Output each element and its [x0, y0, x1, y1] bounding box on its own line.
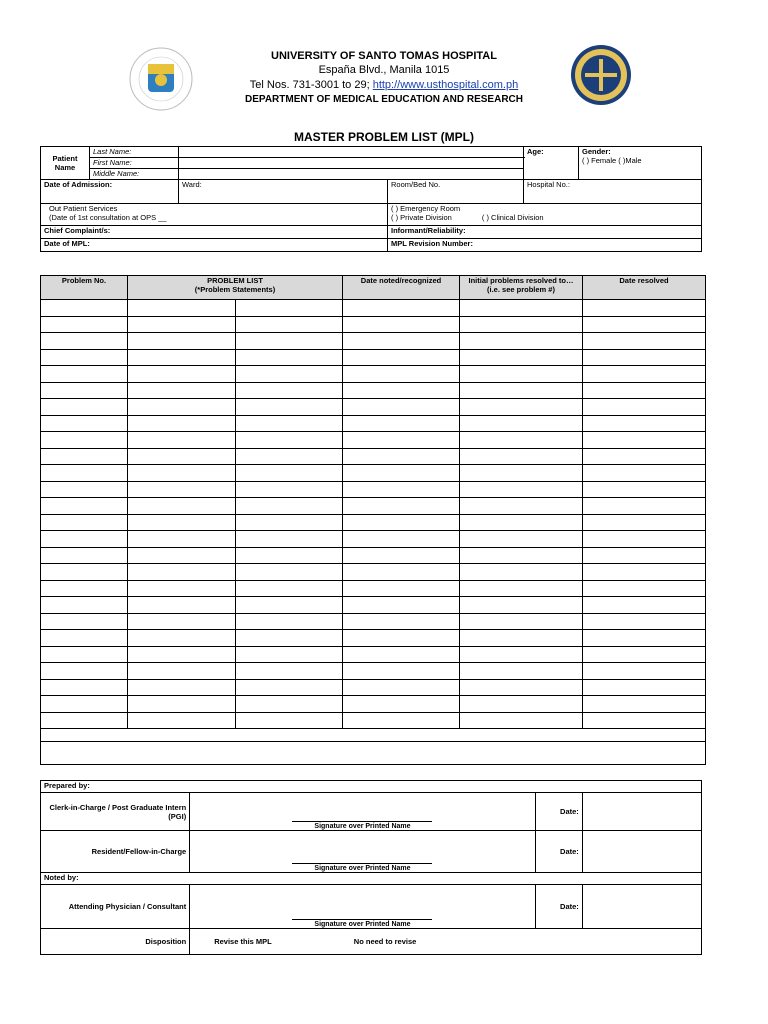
problem-cell[interactable] [235, 547, 343, 564]
problem-cell[interactable] [460, 580, 583, 597]
department-name: DEPARTMENT OF MEDICAL EDUCATION AND RESEARCH [245, 94, 523, 105]
problem-cell[interactable] [460, 564, 583, 581]
ward-label: Ward: [179, 180, 388, 204]
problem-cell[interactable] [583, 646, 706, 663]
problem-cell[interactable] [460, 630, 583, 647]
clerk-signature-field[interactable] [190, 793, 536, 831]
problem-cell[interactable] [128, 580, 236, 597]
noted-by-label: Noted by: [41, 873, 702, 885]
problem-cell[interactable] [128, 531, 236, 548]
problem-cell[interactable] [583, 498, 706, 515]
problem-cell[interactable] [41, 382, 128, 399]
problem-cell[interactable] [583, 465, 706, 482]
problem-cell[interactable] [235, 597, 343, 614]
problem-row[interactable] [41, 712, 706, 729]
problem-cell[interactable] [460, 481, 583, 498]
resident-label: Resident/Fellow-in-Charge [41, 831, 190, 873]
problem-cell[interactable] [343, 514, 460, 531]
problem-cell[interactable] [583, 514, 706, 531]
problem-cell[interactable] [343, 498, 460, 515]
address: España Blvd., Manila 1015 [318, 64, 450, 76]
problem-cell[interactable] [460, 432, 583, 449]
problem-row[interactable] [41, 366, 706, 383]
problem-cell[interactable] [343, 349, 460, 366]
problem-no-header: Problem No. [41, 276, 128, 300]
problem-cell[interactable] [41, 448, 128, 465]
problem-cell[interactable] [41, 481, 128, 498]
problem-cell[interactable] [343, 531, 460, 548]
problem-cell[interactable] [343, 399, 460, 416]
problem-row[interactable] [41, 679, 706, 696]
problem-cell[interactable] [235, 465, 343, 482]
problem-row[interactable] [41, 399, 706, 416]
problem-cell[interactable] [235, 382, 343, 399]
problem-cell[interactable] [128, 547, 236, 564]
problem-cell[interactable] [235, 580, 343, 597]
problem-cell[interactable] [235, 613, 343, 630]
problem-cell[interactable] [343, 432, 460, 449]
problem-cell[interactable] [583, 547, 706, 564]
problem-cell[interactable] [343, 613, 460, 630]
problem-cell[interactable] [128, 514, 236, 531]
no-revise-option[interactable]: No need to revise [353, 937, 417, 946]
problem-cell[interactable] [343, 465, 460, 482]
problem-row[interactable] [41, 316, 706, 333]
problem-row[interactable] [41, 333, 706, 350]
problem-cell[interactable] [41, 349, 128, 366]
problem-cell[interactable] [583, 300, 706, 317]
problem-cell[interactable] [235, 531, 343, 548]
problem-cell[interactable] [41, 300, 128, 317]
problem-row[interactable] [41, 415, 706, 432]
institution-name: UNIVERSITY OF SANTO TOMAS HOSPITAL [271, 50, 497, 62]
first-name-label: First Name: [90, 158, 179, 169]
problem-cell[interactable] [460, 679, 583, 696]
date-consult-label[interactable]: (Date of 1st consultation at OPS __ [49, 213, 167, 222]
problem-cell[interactable] [235, 646, 343, 663]
problem-row[interactable] [41, 465, 706, 482]
disposition-label: Disposition [41, 929, 190, 955]
problem-cell[interactable] [343, 564, 460, 581]
date-resolved-header: Date resolved [583, 276, 706, 300]
problem-cell[interactable] [343, 415, 460, 432]
problem-cell[interactable] [41, 547, 128, 564]
problem-cell[interactable] [343, 481, 460, 498]
clerk-date-label: Date: [535, 793, 582, 831]
problem-cell[interactable] [583, 531, 706, 548]
problem-cell[interactable] [460, 333, 583, 350]
problem-cell[interactable] [460, 448, 583, 465]
problem-cell[interactable] [583, 399, 706, 416]
problem-row[interactable] [41, 646, 706, 663]
problem-list-header [128, 276, 343, 300]
revise-option[interactable]: Revise this MPL [214, 937, 272, 946]
problem-cell[interactable] [583, 366, 706, 383]
form-title: MASTER PROBLEM LIST (MPL) [294, 130, 474, 144]
last-name-field[interactable] [179, 147, 524, 158]
clerk-label: Clerk-in-Charge / Post Graduate Intern (PGI) [41, 793, 190, 831]
gender-cell [579, 147, 702, 180]
problem-list-table [40, 275, 706, 765]
division-cell [388, 204, 702, 226]
problem-cell[interactable] [460, 663, 583, 680]
gender-label: Gender: [582, 147, 611, 156]
problem-cell[interactable] [41, 696, 128, 713]
problem-row[interactable] [41, 300, 706, 317]
problem-cell[interactable] [128, 646, 236, 663]
problem-cell[interactable] [583, 382, 706, 399]
problem-cell[interactable] [128, 366, 236, 383]
problem-row[interactable] [41, 382, 706, 399]
problem-row-merged[interactable] [41, 729, 706, 742]
patient-info-table [40, 146, 702, 252]
mpl-revision-label: MPL Revision Number: [388, 239, 702, 252]
problem-cell[interactable] [343, 630, 460, 647]
problem-cell[interactable] [343, 580, 460, 597]
problem-cell[interactable] [460, 316, 583, 333]
first-name-field[interactable] [179, 158, 524, 169]
clerk-date-field[interactable] [582, 793, 701, 831]
problem-cell[interactable] [235, 333, 343, 350]
problem-cell[interactable] [41, 630, 128, 647]
patient-name-label: Patient Name [41, 147, 90, 180]
problem-cell[interactable] [235, 300, 343, 317]
date-noted-header: Date noted/recognized [343, 276, 460, 300]
problem-cell[interactable] [460, 415, 583, 432]
problem-cell[interactable] [583, 712, 706, 729]
resident-date-field[interactable] [582, 831, 701, 873]
problem-cell[interactable] [343, 366, 460, 383]
problem-cell[interactable] [583, 679, 706, 696]
disposition-options [190, 929, 702, 955]
attending-date-label: Date: [535, 885, 582, 929]
problem-cell[interactable] [41, 415, 128, 432]
problem-cell[interactable] [460, 712, 583, 729]
problem-row[interactable] [41, 663, 706, 680]
problem-cell[interactable] [583, 663, 706, 680]
problem-cell[interactable] [128, 498, 236, 515]
problem-cell[interactable] [128, 679, 236, 696]
resident-date-label: Date: [535, 831, 582, 873]
clerk-signature-line: Signature over Printed Name [292, 821, 432, 830]
problem-cell[interactable] [460, 382, 583, 399]
problem-row[interactable] [41, 432, 706, 449]
problem-cell[interactable] [41, 679, 128, 696]
problem-cell[interactable] [41, 399, 128, 416]
problem-cell[interactable] [343, 333, 460, 350]
problem-cell[interactable] [41, 316, 128, 333]
problem-cell[interactable] [235, 564, 343, 581]
problem-cell[interactable] [128, 399, 236, 416]
clinical-division-option[interactable]: ( ) Clinical Division [481, 213, 544, 222]
problem-row[interactable] [41, 696, 706, 713]
problem-cell[interactable] [460, 349, 583, 366]
problem-cell[interactable] [128, 696, 236, 713]
problem-row-merged[interactable] [41, 742, 706, 765]
website-link[interactable]: http://www.usthospital.com.ph [372, 79, 519, 91]
problem-cell[interactable] [41, 597, 128, 614]
problem-cell[interactable] [128, 712, 236, 729]
problem-row[interactable] [41, 630, 706, 647]
problem-cell[interactable] [41, 580, 128, 597]
problem-cell[interactable] [460, 399, 583, 416]
problem-cell[interactable] [41, 712, 128, 729]
problem-cell[interactable] [343, 679, 460, 696]
problem-cell[interactable] [343, 597, 460, 614]
problem-cell[interactable] [583, 448, 706, 465]
problem-cell[interactable] [41, 498, 128, 515]
problem-cell-merged[interactable] [41, 729, 706, 742]
out-patient-cell [41, 204, 388, 226]
problem-cell[interactable] [128, 613, 236, 630]
middle-name-label: Middle Name: [90, 169, 179, 180]
problem-statements-subtitle: (*Problem Statements) [194, 285, 276, 294]
problem-cell[interactable] [583, 432, 706, 449]
problem-cell[interactable] [343, 696, 460, 713]
problem-cell[interactable] [460, 547, 583, 564]
age-label: Age: [524, 147, 579, 180]
problem-row[interactable] [41, 498, 706, 515]
problem-cell[interactable] [235, 316, 343, 333]
problem-cell[interactable] [41, 333, 128, 350]
problem-cell[interactable] [235, 630, 343, 647]
problem-cell[interactable] [128, 597, 236, 614]
problem-cell[interactable] [41, 646, 128, 663]
problem-cell[interactable] [583, 415, 706, 432]
problem-cell[interactable] [460, 300, 583, 317]
problem-cell[interactable] [583, 349, 706, 366]
problem-cell[interactable] [235, 712, 343, 729]
problem-cell[interactable] [128, 448, 236, 465]
signatures-table [40, 780, 702, 955]
problem-cell[interactable] [41, 366, 128, 383]
problem-cell[interactable] [128, 432, 236, 449]
room-bed-label: Room/Bed No. [388, 180, 524, 204]
problem-row[interactable] [41, 613, 706, 630]
problem-cell[interactable] [460, 696, 583, 713]
problem-cell[interactable] [235, 696, 343, 713]
problem-cell[interactable] [128, 316, 236, 333]
problem-cell[interactable] [460, 514, 583, 531]
problem-cell[interactable] [343, 382, 460, 399]
hospital-no-label: Hospital No.: [524, 180, 702, 204]
problem-cell[interactable] [41, 613, 128, 630]
problem-cell[interactable] [128, 630, 236, 647]
problem-cell[interactable] [343, 547, 460, 564]
initial-resolved-header: Initial problems resolved to…(i.e. see problem #) [460, 276, 583, 300]
problem-list-body [41, 300, 706, 765]
problem-cell[interactable] [583, 597, 706, 614]
date-of-mpl-label: Date of MPL: [41, 239, 388, 252]
problem-cell[interactable] [235, 366, 343, 383]
resident-signature-line: Signature over Printed Name [292, 863, 432, 872]
problem-cell[interactable] [128, 349, 236, 366]
problem-cell[interactable] [235, 514, 343, 531]
problem-cell[interactable] [128, 333, 236, 350]
problem-cell-merged[interactable] [41, 742, 706, 765]
problem-row[interactable] [41, 531, 706, 548]
problem-cell[interactable] [41, 531, 128, 548]
problem-cell[interactable] [583, 316, 706, 333]
problem-row[interactable] [41, 580, 706, 597]
telephone-text: Tel Nos. 731-3001 to 29; [249, 79, 373, 91]
problem-list-title: PROBLEM LIST [207, 276, 263, 285]
problem-cell[interactable] [128, 415, 236, 432]
prepared-by-label: Prepared by: [41, 781, 702, 793]
problem-row[interactable] [41, 349, 706, 366]
problem-row[interactable] [41, 514, 706, 531]
problem-cell[interactable] [460, 465, 583, 482]
resident-signature-field[interactable] [190, 831, 536, 873]
attending-label: Attending Physician / Consultant [41, 885, 190, 929]
problem-cell[interactable] [41, 432, 128, 449]
problem-cell[interactable] [235, 448, 343, 465]
problem-cell[interactable] [235, 415, 343, 432]
problem-cell[interactable] [235, 481, 343, 498]
telephone-line [0, 79, 768, 91]
problem-row[interactable] [41, 597, 706, 614]
problem-row[interactable] [41, 564, 706, 581]
attending-signature-field[interactable] [190, 885, 536, 929]
problem-cell[interactable] [128, 300, 236, 317]
problem-cell[interactable] [343, 663, 460, 680]
problem-cell[interactable] [343, 316, 460, 333]
problem-cell[interactable] [41, 663, 128, 680]
problem-cell[interactable] [460, 498, 583, 515]
problem-cell[interactable] [128, 564, 236, 581]
chief-complaints-label: Chief Complaint/s: [41, 226, 388, 239]
problem-cell[interactable] [235, 432, 343, 449]
problem-cell[interactable] [343, 712, 460, 729]
problem-row[interactable] [41, 448, 706, 465]
problem-cell[interactable] [235, 349, 343, 366]
problem-cell[interactable] [343, 448, 460, 465]
private-division-option[interactable]: ( ) Private Division [391, 213, 452, 222]
problem-cell[interactable] [128, 382, 236, 399]
problem-cell[interactable] [343, 300, 460, 317]
emergency-room-option[interactable]: ( ) Emergency Room [391, 204, 461, 213]
problem-cell[interactable] [583, 333, 706, 350]
problem-cell[interactable] [128, 465, 236, 482]
problem-cell[interactable] [460, 597, 583, 614]
attending-date-field[interactable] [582, 885, 701, 929]
problem-cell[interactable] [41, 514, 128, 531]
problem-cell[interactable] [235, 663, 343, 680]
problem-cell[interactable] [460, 531, 583, 548]
problem-row[interactable] [41, 547, 706, 564]
problem-cell[interactable] [235, 679, 343, 696]
problem-cell[interactable] [460, 646, 583, 663]
problem-cell[interactable] [235, 498, 343, 515]
problem-cell[interactable] [583, 630, 706, 647]
problem-cell[interactable] [128, 663, 236, 680]
problem-cell[interactable] [343, 646, 460, 663]
date-of-admission-label: Date of Admission: [41, 180, 179, 204]
out-patient-label: Out Patient Services [49, 204, 118, 213]
problem-cell[interactable] [583, 696, 706, 713]
problem-cell[interactable] [41, 465, 128, 482]
problem-cell[interactable] [460, 366, 583, 383]
attending-signature-line: Signature over Printed Name [292, 919, 432, 928]
informant-label: Informant/Reliability: [388, 226, 702, 239]
problem-cell[interactable] [583, 564, 706, 581]
problem-cell[interactable] [235, 399, 343, 416]
problem-cell[interactable] [583, 481, 706, 498]
problem-cell[interactable] [583, 580, 706, 597]
gender-options[interactable]: ( ) Female ( )Male [582, 156, 642, 165]
problem-row[interactable] [41, 481, 706, 498]
problem-cell[interactable] [583, 613, 706, 630]
problem-cell[interactable] [128, 481, 236, 498]
middle-name-field[interactable] [179, 169, 524, 180]
last-name-label: Last Name: [90, 147, 179, 158]
problem-cell[interactable] [41, 564, 128, 581]
problem-cell[interactable] [460, 613, 583, 630]
